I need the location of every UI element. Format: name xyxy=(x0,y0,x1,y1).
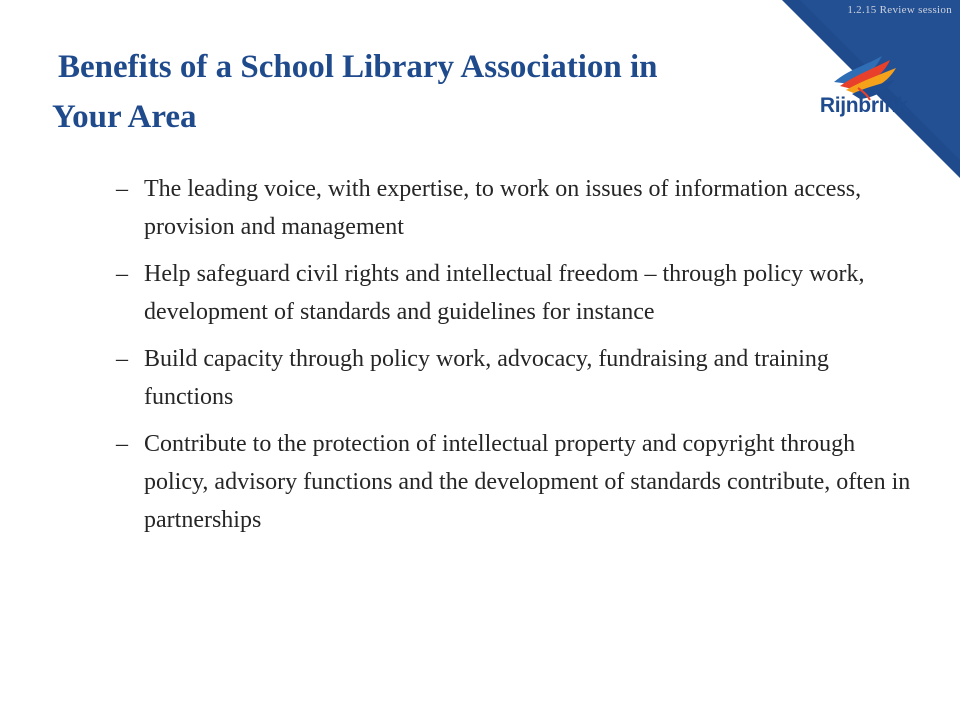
bullet-text: Build capacity through policy work, advocacy, fundraising and training functions xyxy=(144,346,829,410)
slide-title xyxy=(52,42,832,142)
bullet-item xyxy=(116,425,916,539)
bullet-list xyxy=(116,170,916,548)
bullet-text: Help safeguard civil rights and intellectual freedom – through policy work, development of standards and guidelines for instance xyxy=(144,261,865,325)
slide-title-line-2: Your Area xyxy=(52,99,197,135)
bullet-dash: – xyxy=(116,346,128,372)
bullet-text: Contribute to the protection of intellectual property and copyright through policy, advisory functions and the development of standards contribute, often in partnerships xyxy=(144,431,911,533)
bullet-dash: – xyxy=(116,431,128,457)
bullet-text: The leading voice, with expertise, to work on issues of information access, provision and management xyxy=(144,176,862,240)
session-label: 1.2.15 Review session xyxy=(847,4,952,16)
bullet-item xyxy=(116,170,916,246)
bullet-item xyxy=(116,255,916,331)
slide-title-line-1: Benefits of a School Library Association in xyxy=(58,49,658,85)
bullet-dash: – xyxy=(116,176,128,202)
logo-wordmark: Rijnbrink xyxy=(819,94,909,117)
bullet-item xyxy=(116,340,916,416)
bullet-dash: – xyxy=(116,261,128,287)
